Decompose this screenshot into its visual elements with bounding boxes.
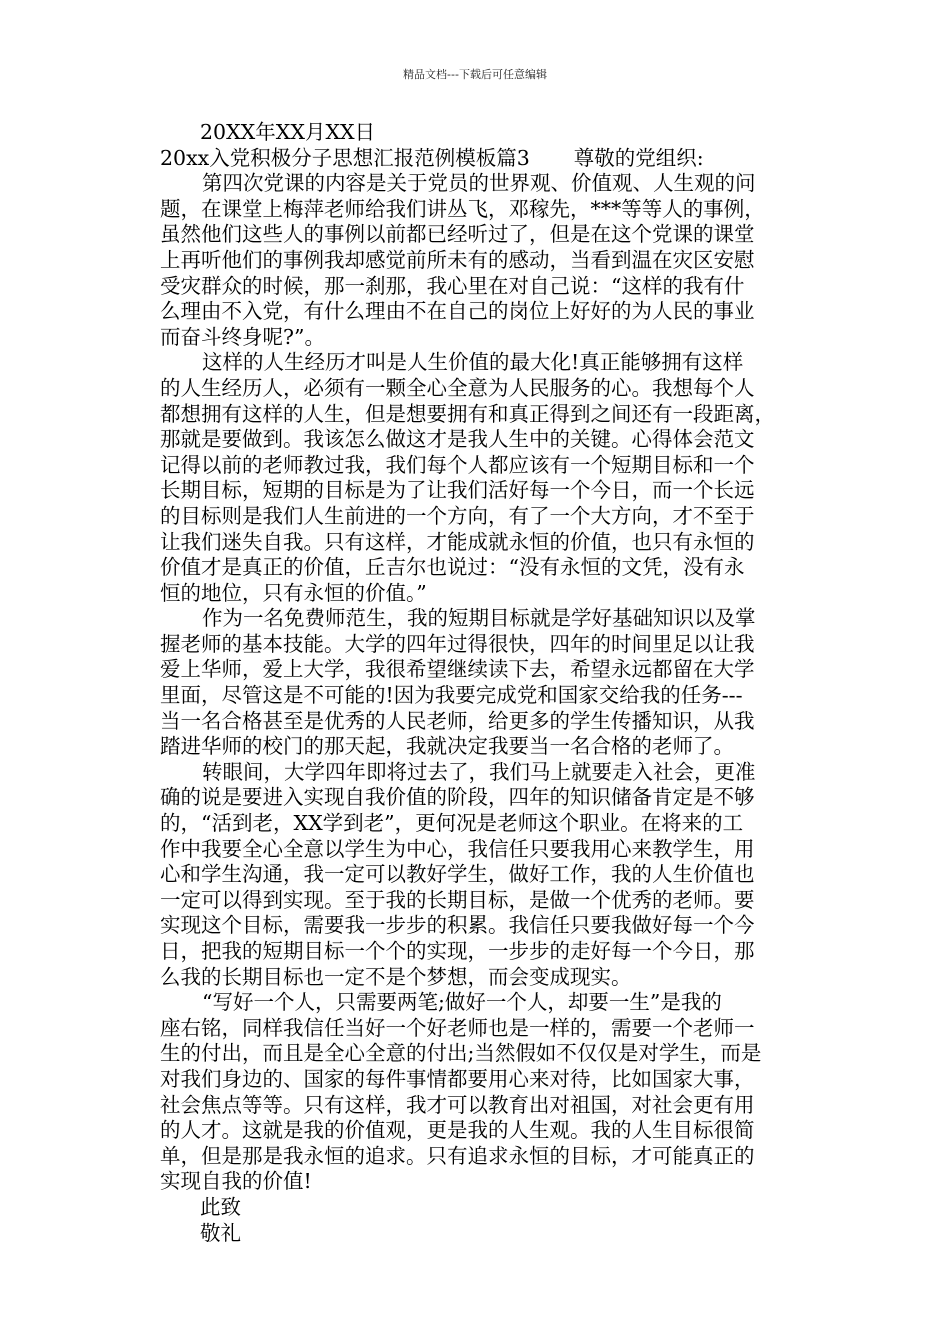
paragraph-line: 么我的长期目标也一定不是个梦想，而会变成现实。 xyxy=(160,964,632,989)
paragraph-line: 恒的地位，只有永恒的价值。” xyxy=(160,580,427,605)
paragraph xyxy=(160,990,820,1195)
paragraph-line: 的人生经历人，必须有一颗全心全意为人民服务的心。我想每个人 xyxy=(160,375,755,400)
page-header: 精品文档---下载后可任意编辑 xyxy=(403,68,547,81)
paragraphs-container xyxy=(160,171,820,1195)
paragraph xyxy=(160,171,820,350)
paragraph-line: 实现自我的价值! xyxy=(160,1169,312,1194)
paragraph-line: 爱上华师，爱上大学，我很希望继续读下去，希望永远都留在大学 xyxy=(160,657,755,682)
closing-regards: 此致 xyxy=(200,1194,241,1219)
document-body xyxy=(160,120,820,1246)
paragraph-line: “写好一个人，只需要两笔;做好一个人，却要一生”是我的 xyxy=(202,990,722,1015)
paragraph-line: 的目标则是我们人生前进的一个方向，有了一个大方向，才不至于 xyxy=(160,503,755,528)
salutation: 尊敬的党组织: xyxy=(573,145,704,170)
paragraph-line: 踏进华师的校门的那天起，我就决定我要当一名合格的老师了。 xyxy=(160,734,734,759)
paragraph-line: 里面，尽管这是不可能的!因为我要完成党和国家交给我的任务--- xyxy=(160,683,743,708)
paragraph-line: 转眼间，大学四年即将过去了，我们马上就要走入社会，更准 xyxy=(202,759,756,784)
paragraph-line: 这样的人生经历才叫是人生价值的最大化!真正能够拥有这样 xyxy=(202,350,744,375)
closing-salute: 敬礼 xyxy=(200,1220,241,1245)
paragraph-line: 握老师的基本技能。大学的四年过得很快，四年的时间里足以让我 xyxy=(160,631,755,656)
paragraph-line: 受灾群众的时候，那一刹那，我心里在对自己说：“这样的我有什 xyxy=(160,273,745,298)
document-title-line xyxy=(160,146,820,172)
paragraph-line: 的人才。这就是我的价值观，更是我的人生观。我的人生目标很简 xyxy=(160,1118,755,1143)
paragraph-line: 社会焦点等等。只有这样，我才可以教育出对祖国，对社会更有用 xyxy=(160,1092,755,1117)
paragraph-line: 记得以前的老师教过我，我们每个人都应该有一个短期目标和一个 xyxy=(160,452,755,477)
paragraph-line: 价值才是真正的价值，丘吉尔也说过：“没有永恒的文凭，没有永 xyxy=(160,555,745,580)
paragraph-line: 都想拥有这样的人生，但是想要拥有和真正得到之间还有一段距离， xyxy=(160,401,775,426)
paragraph-line: 么理由不入党，有什么理由不在自己的岗位上好好的为人民的事业 xyxy=(160,299,755,324)
paragraph xyxy=(160,606,820,760)
paragraph-line: 作中我要全心全意以学生为中心，我信任只要我用心来教学生，用 xyxy=(160,836,755,861)
paragraph-line: 而奋斗终身呢?”。 xyxy=(160,324,325,349)
paragraph xyxy=(160,760,820,990)
paragraph-line: 作为一名免费师范生，我的短期目标就是学好基础知识以及掌 xyxy=(202,606,756,631)
paragraph-line: 第四次党课的内容是关于党员的世界观、价值观、人生观的问 xyxy=(202,171,756,196)
paragraph-line: 一定可以得到实现。至于我的长期目标，是做一个优秀的老师。要 xyxy=(160,887,755,912)
paragraph-line: 日，把我的短期目标一个个的实现，一步步的走好每一个今日，那 xyxy=(160,939,755,963)
paragraph-line: 确的说是要进入实现自我价值的阶段，四年的知识储备肯定是不够 xyxy=(160,785,755,810)
paragraph-line: 的，“活到老，XX学到老”，更何况是老师这个职业。在将来的工 xyxy=(160,811,744,836)
paragraph-line: 上再听他们的事例我却感觉前所未有的感动，当看到温在灾区安慰 xyxy=(160,247,755,272)
paragraph-line: 那就是要做到。我该怎么做这才是我人生中的关键。心得体会范文 xyxy=(160,427,755,452)
paragraph-line: 题，在课堂上梅萍老师给我们讲丛飞，邓稼先，***等等人的事例， xyxy=(160,196,765,221)
paragraph-line: 对我们身边的、国家的每件事情都要用心来对待，比如国家大事， xyxy=(160,1066,755,1091)
paragraph-line: 生的付出，而且是全心全意的付出;当然假如不仅仅是对学生，而是 xyxy=(160,1041,762,1066)
paragraph xyxy=(160,350,820,606)
paragraph-line: 让我们迷失自我。只有这样，才能成就永恒的价值，也只有永恒的 xyxy=(160,529,755,554)
paragraph-line: 心和学生沟通，我一定可以教好学生，做好工作，我的人生价值也 xyxy=(160,862,755,887)
paragraph-line: 单，但是那是我永恒的追求。只有追求永恒的目标，才可能真正的 xyxy=(160,1143,755,1168)
document-title: 20xx入党积极分子思想汇报范例模板篇3 xyxy=(160,145,530,170)
document-date: 20XX年XX月XX日 xyxy=(200,120,376,144)
paragraph-line: 实现这个目标，需要我一步步的积累。我信任只要我做好每一个今 xyxy=(160,913,755,938)
paragraph-line: 虽然他们这些人的事例以前都已经听过了，但是在这个党课的课堂 xyxy=(160,222,755,247)
paragraph-line: 长期目标，短期的目标是为了让我们活好每一个今日，而一个长远 xyxy=(160,478,755,503)
paragraph-line: 当一名合格甚至是优秀的人民老师，给更多的学生传播知识，从我 xyxy=(160,708,755,733)
paragraph-line: 座右铭，同样我信任当好一个好老师也是一样的，需要一个老师一 xyxy=(160,1015,755,1040)
